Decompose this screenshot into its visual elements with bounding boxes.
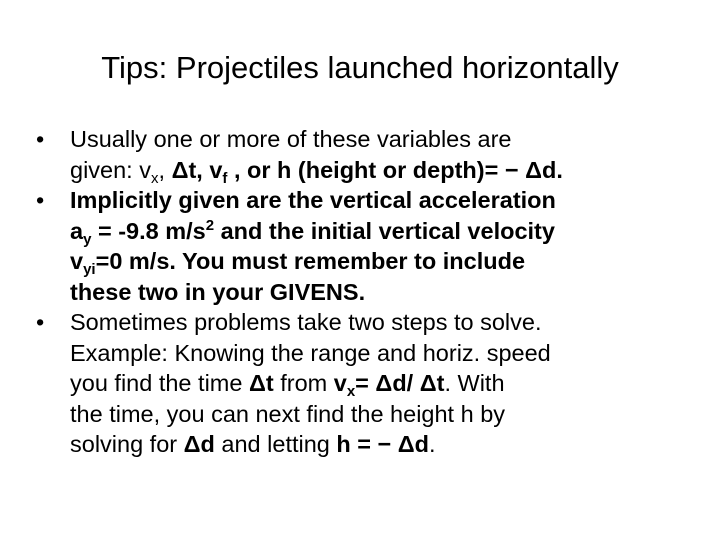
text-run: solving for bbox=[70, 431, 184, 457]
bullet-text-line bbox=[70, 399, 706, 430]
text-run: Usually one or more of these variables are bbox=[70, 126, 512, 152]
subscript-text: yi bbox=[83, 261, 96, 278]
text-run: Example: Knowing the range and horiz. speed bbox=[70, 339, 551, 366]
bullet-marker: • bbox=[36, 126, 45, 152]
bullet-text-line bbox=[70, 216, 706, 247]
text-run: = -9.8 m/s bbox=[91, 217, 206, 244]
bullet-text-line bbox=[70, 429, 706, 460]
subscript-text: f bbox=[222, 169, 228, 187]
bullet-text-line bbox=[70, 246, 706, 277]
bullet-item bbox=[36, 124, 706, 185]
bullet-text-line bbox=[70, 338, 706, 369]
text-run: , or h (height or depth)= − Δd. bbox=[227, 156, 563, 183]
text-run: the time, you can next find the height h by bbox=[70, 400, 506, 427]
text-run: from bbox=[273, 370, 334, 396]
bullet-text-line bbox=[70, 277, 706, 308]
text-run: and letting bbox=[214, 431, 337, 457]
bullet-marker: • bbox=[36, 309, 45, 335]
text-run: h = − Δd bbox=[336, 431, 430, 457]
text-run: Δd bbox=[183, 431, 215, 457]
text-run: these two in your GIVENS. bbox=[70, 278, 366, 305]
bullet-text-line bbox=[70, 185, 706, 216]
slide-title: Tips: Projectiles launched horizontally bbox=[101, 50, 619, 85]
bullet-marker: • bbox=[36, 187, 45, 213]
text-run: , bbox=[158, 156, 172, 183]
text-run: . bbox=[429, 431, 436, 457]
subscript-text: x bbox=[346, 383, 356, 400]
bullet-item bbox=[36, 307, 706, 460]
bullet-item bbox=[36, 185, 706, 307]
bullet-text-line bbox=[70, 124, 706, 155]
superscript-text: 2 bbox=[205, 216, 215, 234]
subscript-text: y bbox=[83, 230, 92, 248]
text-run: v bbox=[70, 248, 84, 274]
text-run: you find the time bbox=[70, 370, 249, 396]
text-run: Δt bbox=[248, 370, 274, 396]
text-run: =0 m/s. You must remember to include bbox=[95, 248, 526, 274]
text-run: given: v bbox=[70, 156, 151, 183]
text-run: Sometimes problems take two steps to solve. bbox=[70, 309, 542, 335]
text-run: Implicitly given are the vertical acceleration bbox=[70, 187, 556, 213]
text-run: = Δd/ Δt bbox=[355, 370, 445, 396]
bullet-list bbox=[36, 124, 706, 460]
subscript-text: x bbox=[151, 169, 159, 187]
bullet-text-line bbox=[70, 368, 706, 399]
bullet-text-line bbox=[70, 155, 706, 186]
text-run: and the initial vertical velocity bbox=[214, 217, 555, 244]
text-run: . With bbox=[444, 370, 505, 396]
text-run: Δt, v bbox=[171, 156, 223, 183]
text-run: v bbox=[333, 370, 347, 396]
text-run: a bbox=[70, 217, 84, 244]
bullet-text-line bbox=[70, 307, 706, 338]
